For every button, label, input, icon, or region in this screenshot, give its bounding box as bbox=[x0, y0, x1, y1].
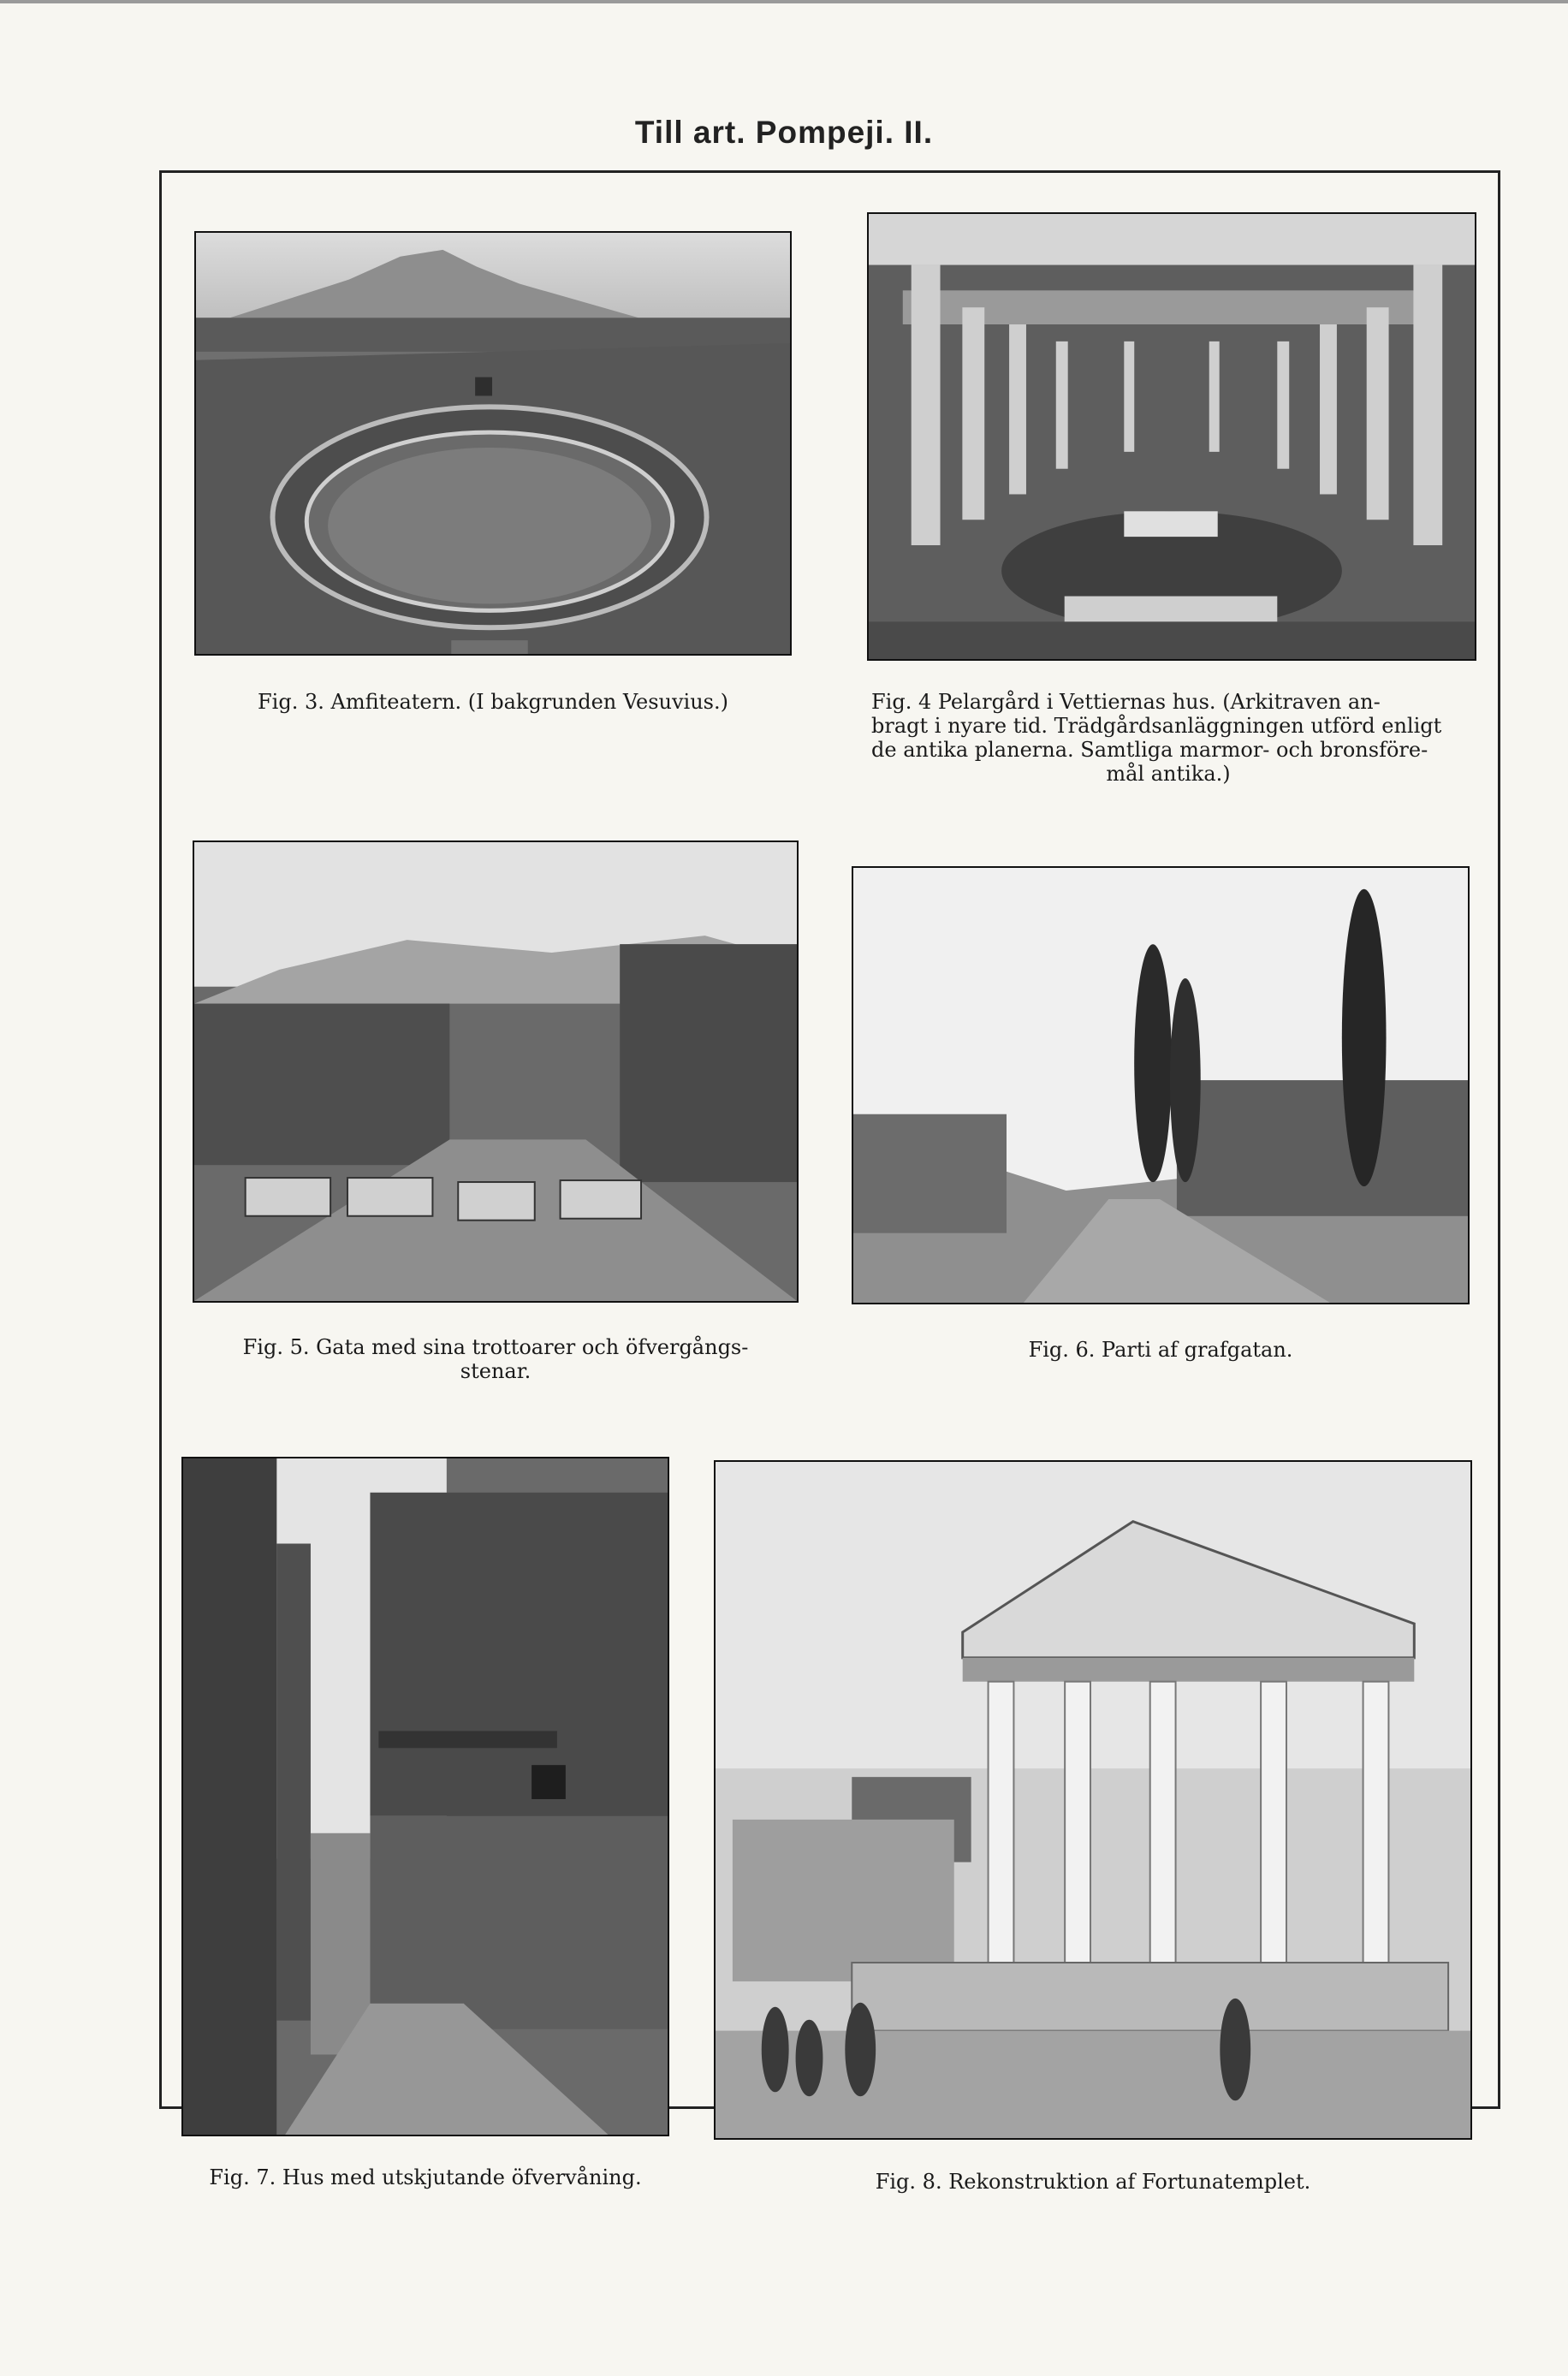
figure-6-photo bbox=[852, 866, 1470, 1304]
page-title: Till art. Pompeji. II. bbox=[634, 115, 934, 150]
top-rule bbox=[0, 0, 1568, 3]
figure-5-photo bbox=[193, 841, 799, 1303]
figure-3-caption: Fig. 3. Amfiteatern. (I bakgrunden Vesuvius.) bbox=[258, 690, 728, 714]
figure-4-caption-line-1: Fig. 4 Pelargård i Vettiernas hus. (Arkitraven an- bbox=[871, 690, 1381, 714]
figure-5-caption-line-1: Fig. 5. Gata med sina trottoarer och öfvergångs- bbox=[242, 1335, 749, 1359]
figure-4-caption-line-4: mål antika.) bbox=[1106, 762, 1231, 786]
figure-7-photo bbox=[181, 1457, 669, 2136]
figure-8-photo bbox=[714, 1460, 1472, 2140]
figure-7-caption: Fig. 7. Hus med utskjutande öfvervåning. bbox=[209, 2165, 642, 2189]
figure-4-caption bbox=[871, 690, 1465, 786]
figure-3-photo bbox=[194, 231, 792, 656]
figure-4-caption-line-2: bragt i nyare tid. Trädgårdsanläggningen utförd enligt bbox=[871, 714, 1442, 738]
tomb-street-illustration bbox=[853, 868, 1468, 1303]
figure-4-caption-line-3: de antika planerna. Samtliga marmor- och bronsföre- bbox=[871, 738, 1428, 762]
figure-8-caption: Fig. 8. Rekonstruktion af Fortunatemplet. bbox=[875, 2170, 1311, 2194]
figure-4-photo bbox=[867, 212, 1476, 661]
street-illustration bbox=[194, 842, 797, 1301]
figure-6-caption: Fig. 6. Parti af grafgatan. bbox=[1028, 1338, 1293, 1362]
amphitheatre-illustration bbox=[196, 233, 790, 654]
projecting-house-illustration bbox=[183, 1458, 668, 2135]
figure-5-caption bbox=[193, 1335, 799, 1383]
figure-5-caption-line-2: stenar. bbox=[460, 1359, 532, 1383]
peristyle-illustration bbox=[869, 214, 1475, 659]
temple-illustration bbox=[716, 1462, 1470, 2138]
